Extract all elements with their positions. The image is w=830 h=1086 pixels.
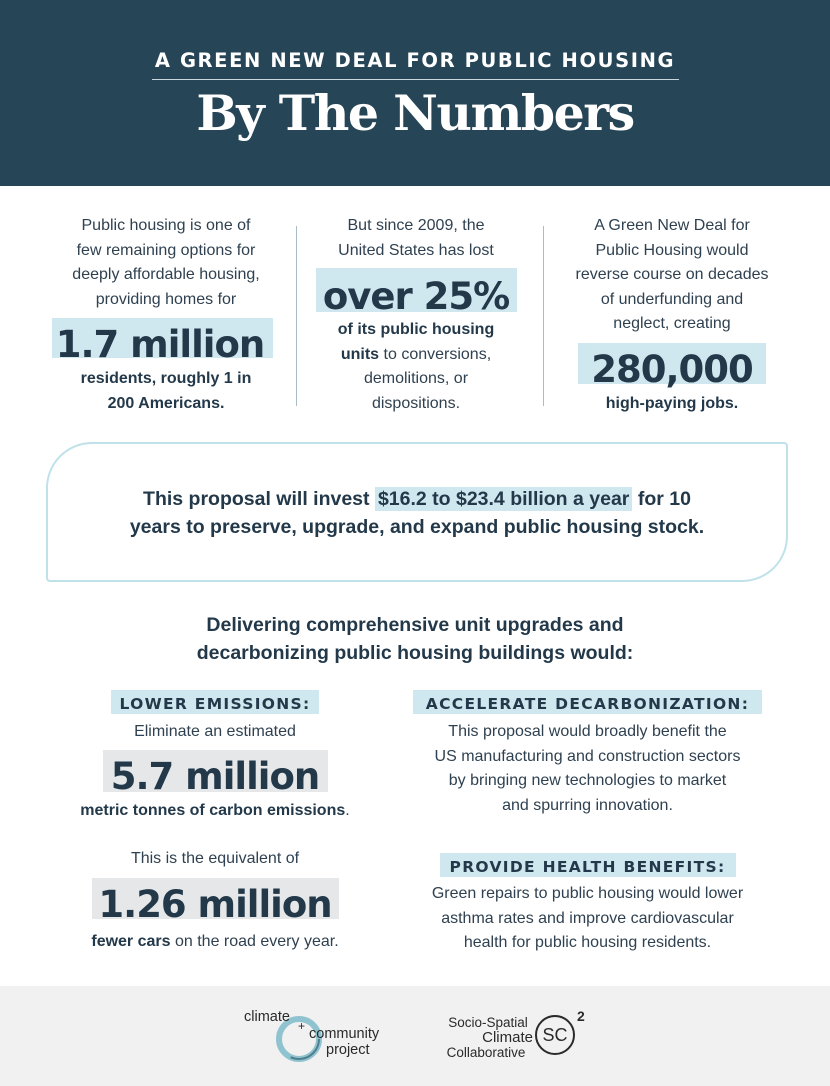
- stat-column-jobs-intro: [556, 214, 788, 337]
- text-line: Green repairs to public housing would lower: [431, 885, 744, 902]
- col1-line: deeply affordable housing,: [72, 266, 260, 283]
- caption-bold: units: [340, 345, 380, 363]
- emissions-intro: Eliminate an estimated: [134, 723, 296, 740]
- proposal-text: [46, 485, 788, 541]
- column-divider: [543, 226, 544, 406]
- proposal-text-pre: This proposal will invest: [143, 488, 375, 510]
- ccp-logo-line1: climate: [244, 1009, 290, 1025]
- caption-text: to conversions,: [379, 345, 492, 363]
- text-line: and spurring innovation.: [502, 796, 673, 814]
- caption-line: residents, roughly 1 in: [80, 370, 252, 387]
- proposal-text-post: for 10: [632, 488, 691, 510]
- decarbonization-text: [400, 720, 775, 818]
- text-line: asthma rates and improve cardiovascular: [441, 909, 734, 927]
- col1-line: few remaining options for: [76, 241, 256, 259]
- cars-caption: [50, 930, 380, 955]
- sc2-logo-line1: Socio-Spatial: [448, 1015, 528, 1030]
- decarbonization-label: ACCELERATE DECARBONIZATION:: [425, 695, 750, 713]
- page-footer: [0, 986, 830, 1086]
- caption-bold: of its public housing: [337, 321, 495, 338]
- page-title: By The Numbers: [196, 84, 634, 142]
- subheading-line: decarbonizing public housing buildings would:: [196, 642, 634, 664]
- column-divider: [296, 226, 297, 406]
- text-line: by bringing new technologies to market: [448, 772, 727, 789]
- col3-line: neglect, creating: [613, 315, 731, 332]
- proposal-text-line2: years to preserve, upgrade, and expand public housing stock.: [129, 516, 705, 538]
- caption-text: on the road every year.: [170, 933, 339, 950]
- emissions-label: LOWER EMISSIONS:: [119, 695, 311, 713]
- col2-line: United States has lost: [338, 241, 494, 259]
- stat-residents-caption: [52, 367, 280, 416]
- header-kicker: A GREEN NEW DEAL FOR PUBLIC HOUSING: [154, 49, 676, 72]
- health-label: PROVIDE HEALTH BENEFITS:: [449, 858, 726, 876]
- sc2-circle-mark: SC: [535, 1015, 575, 1055]
- stat-column-residents-intro: [52, 214, 280, 312]
- text-line: This proposal would broadly benefit the: [448, 723, 727, 740]
- stat-jobs-caption: high-paying jobs.: [605, 395, 739, 412]
- stat-emissions-number: 5.7 million: [110, 755, 320, 798]
- stat-lost-number: over 25%: [322, 275, 510, 318]
- col1-line: providing homes for: [95, 290, 237, 308]
- col1-line: Public housing is one of: [81, 217, 251, 234]
- ccp-logo-line2: community: [309, 1026, 380, 1042]
- caption-line: 200 Americans.: [107, 394, 225, 412]
- caption-bold: fewer cars: [91, 933, 171, 950]
- sc2-logo-line2: Climate: [482, 1029, 533, 1046]
- caption-line: demolitions, or: [363, 370, 469, 387]
- stat-column-lost-intro: [305, 214, 527, 263]
- stat-lost-caption: [305, 318, 527, 416]
- emissions-caption: [50, 799, 380, 824]
- sc2-superscript: 2: [577, 1008, 585, 1024]
- page-header: [0, 0, 830, 186]
- col3-line: A Green New Deal for: [594, 217, 750, 234]
- col3-line: reverse course on decades: [575, 266, 769, 283]
- col3-line: of underfunding and: [600, 290, 744, 308]
- proposal-investment-highlight: $16.2 to $23.4 billion a year: [375, 487, 632, 511]
- ccp-logo-line3: project: [326, 1042, 370, 1058]
- subheading-line: Delivering comprehensive unit upgrades and: [206, 614, 624, 636]
- header-divider: [152, 79, 679, 80]
- emissions-equivalent-intro: This is the equivalent of: [130, 850, 300, 867]
- text-line: health for public housing residents.: [463, 934, 712, 951]
- stat-residents-number: 1.7 million: [55, 323, 265, 366]
- text-line: US manufacturing and construction sectors: [434, 747, 741, 765]
- health-text: [395, 882, 780, 956]
- benefits-subheading: [0, 611, 830, 667]
- ccp-logo-plus: +: [298, 1019, 306, 1033]
- caption-text: .: [345, 802, 350, 819]
- stat-cars-number: 1.26 million: [98, 883, 332, 926]
- caption-bold: metric tonnes of carbon emissions: [80, 802, 346, 819]
- col3-line: Public Housing would: [595, 241, 749, 259]
- stat-jobs-number: 280,000: [591, 348, 753, 391]
- caption-line: dispositions.: [371, 394, 461, 412]
- sc2-logo-line3: Collaborative: [446, 1045, 526, 1060]
- col2-line: But since 2009, the: [347, 217, 485, 234]
